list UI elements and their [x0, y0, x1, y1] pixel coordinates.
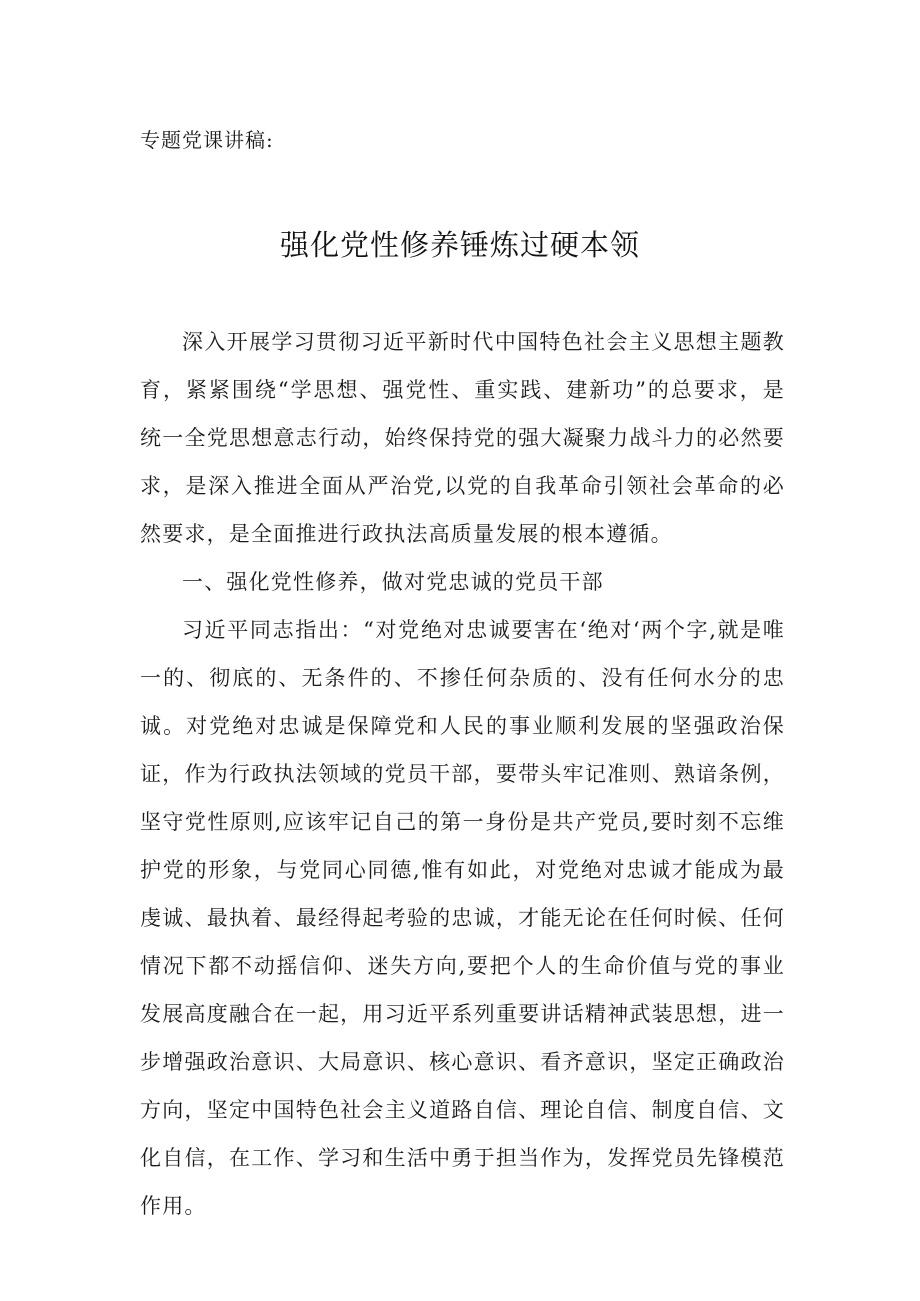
document-kicker: 专题党课讲稿: — [140, 128, 274, 152]
body-paragraph-section-1: 习近平同志指出：“对党绝对忠诚要害在‘绝对‘两个字,就是唯一的、彻底的、无条件的、不掺任何杂质的、没有任何水分的忠诚。对党绝对忠诚是保障党和人民的事业顺利发展的坚强政治保证，作为行政执法领域的党员干部，要带头牢记准则、熟谙条例，坚守党性原则,应该牢记自己的第一身份是共产党员,要时刻不忘维护党的形象，与党同心同德,惟有如此，对党绝对忠诚才能成为最虔诚、最执着、最经得起考验的忠诚，才能无论在任何时候、任何情况下都不动摇信仰、迷失方向,要把个人的生命价值与党的事业发展高度融合在一起，用习近平系列重要讲话精神武装思想，进一步增强政治意识、大局意识、核心意识、看齐意识，坚定正确政治方向，坚定中国特色社会主义道路自信、理论自信、制度自信、文化自信，在工作、学习和生活中勇于担当作为，发挥党员先锋模范作用。 — [140, 618, 785, 1218]
document-title: 强化党性修养锤炼过硬本领 — [279, 228, 640, 262]
document-body — [140, 318, 785, 1230]
body-paragraph-intro: 深入开展学习贯彻习近平新时代中国特色社会主义思想主题教育，紧紧围绕“学思想、强党性、重实践、建新功”的总要求，是统一全党思想意志行动，始终保持党的强大凝聚力战斗力的必然要求，是深入推进全面从严治党,以党的自我革命引领社会革命的必然要求，是全面推进行政执法高质量发展的根本遵循。 — [140, 330, 785, 546]
section-heading: 一、强化党性修养，做对党忠诚的党员干部 — [182, 570, 604, 594]
